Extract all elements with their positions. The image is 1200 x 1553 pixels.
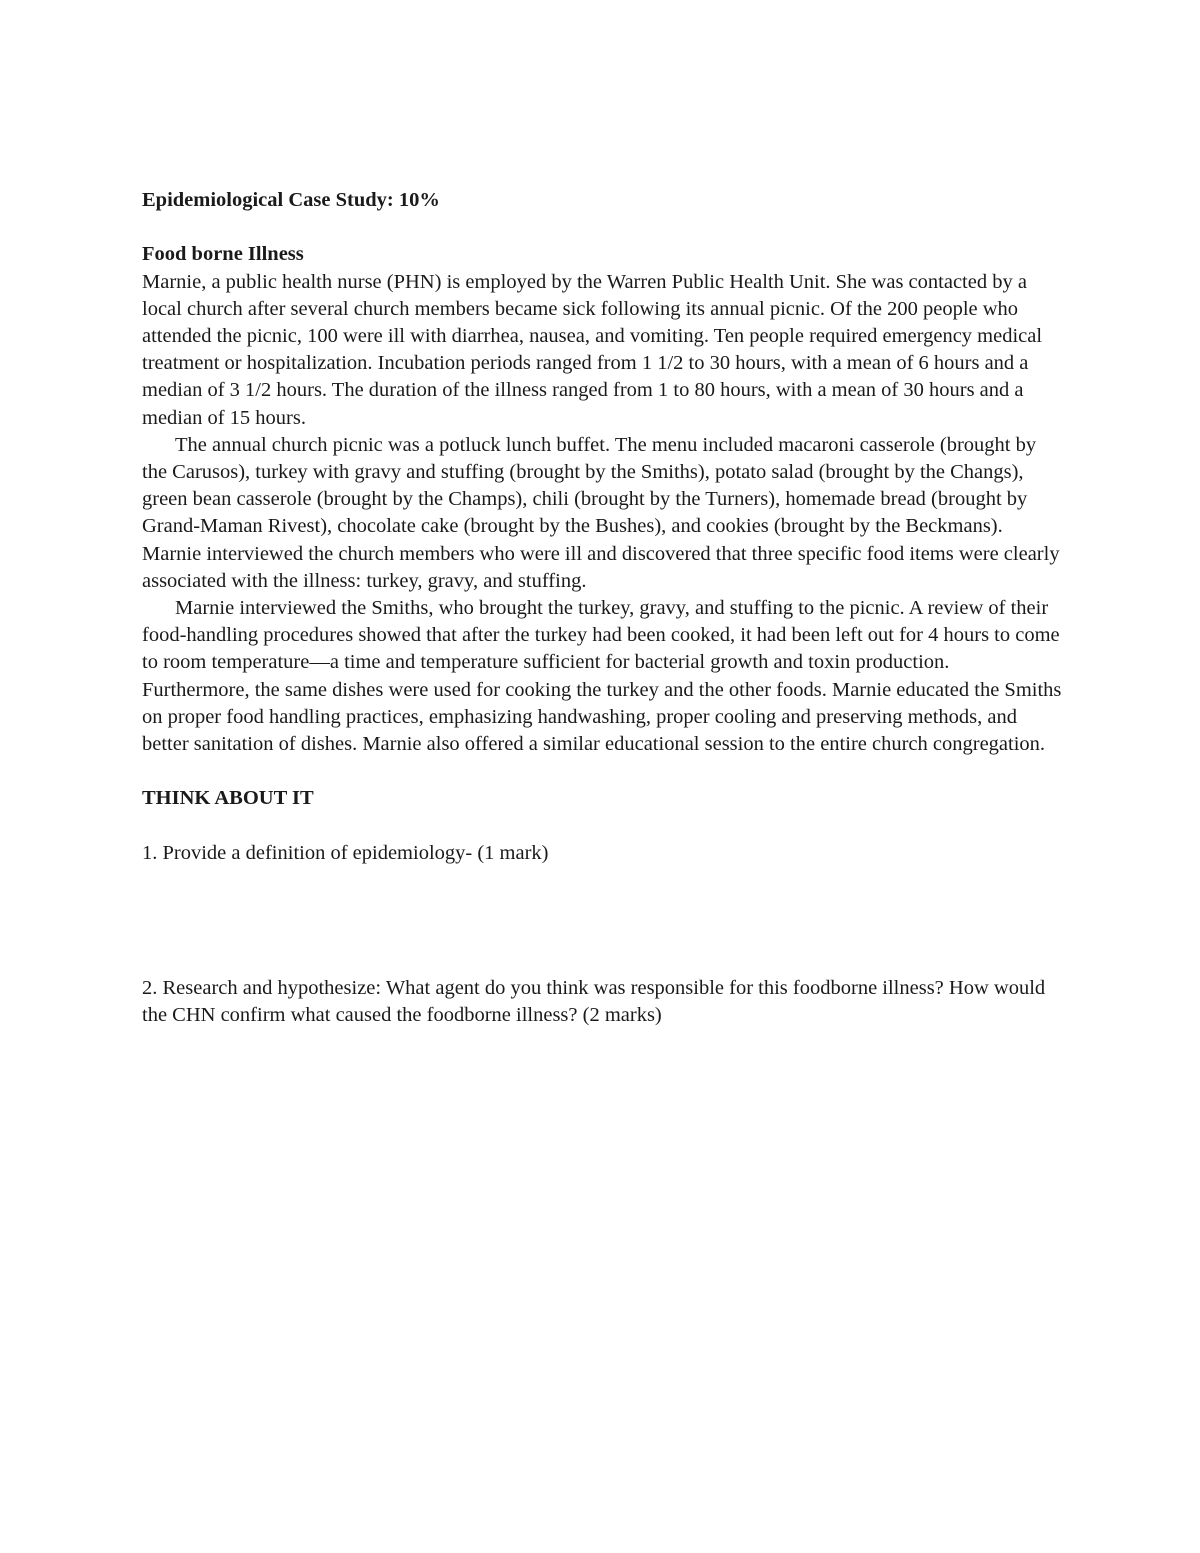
case-paragraph-3: Marnie interviewed the Smiths, who brought the turkey, gravy, and stuffing to the picnic. A review of their food-handling procedures showed that after the turkey had been cooked, it had been left out for 4 hours to come to room temperature—a time and temperature sufficient for bacterial growth and toxin production. Furthermore, the same dishes were used for cooking the turkey and the other foods. Marnie educated the Smiths on proper food handling practices, emphasizing handwashing, proper cooling and preserving methods, and better sanitation of dishes. Marnie also offered a similar educational session to the entire church congregation. <box>142 597 1062 756</box>
case-paragraph-1: Marnie, a public health nurse (PHN) is employed by the Warren Public Health Unit. She was contacted by a local church after several church members became sick following its annual picnic. Of the 200 people who attended the picnic, 100 were ill with diarrhea, nausea, and vomiting. Ten people required emergency medical treatment or hospitalization. Incubation periods ranged from 1 1/2 to 30 hours, with a mean of 6 hours and a median of 3 1/2 hours. The duration of the illness ranged from 1 to 80 hours, with a mean of 30 hours and a median of 15 hours. <box>142 270 1043 429</box>
document-title: Epidemiological Case Study: 10% <box>142 189 440 211</box>
question-2: 2. Research and hypothesize: What agent do you think was responsible for this foodborne illness? How would the CHN confirm what caused the foodborne illness? (2 marks) <box>142 977 1046 1027</box>
case-paragraph-2: The annual church picnic was a potluck lunch buffet. The menu included macaroni casserole (brought by the Carusos), turkey with gravy and stuffing (brought by the Smiths), potato salad (brought by the Changs), green bean casserole (brought by the Champs), chili (brought by the Turners), homemade bread (brought by Grand-Maman Rivest), chocolate cake (brought by the Bushes), and cookies (brought by the Beckmans). Marnie interviewed the church members who were ill and discovered that three specific food items were clearly associated with the illness: turkey, gravy, and stuffing. <box>142 433 1060 592</box>
section-title: Food borne Illness <box>142 243 304 266</box>
question-1: 1. Provide a definition of epidemiology- (1 mark) <box>142 841 549 864</box>
think-about-it-heading: THINK ABOUT IT <box>142 787 314 810</box>
document-body <box>142 187 1062 1029</box>
